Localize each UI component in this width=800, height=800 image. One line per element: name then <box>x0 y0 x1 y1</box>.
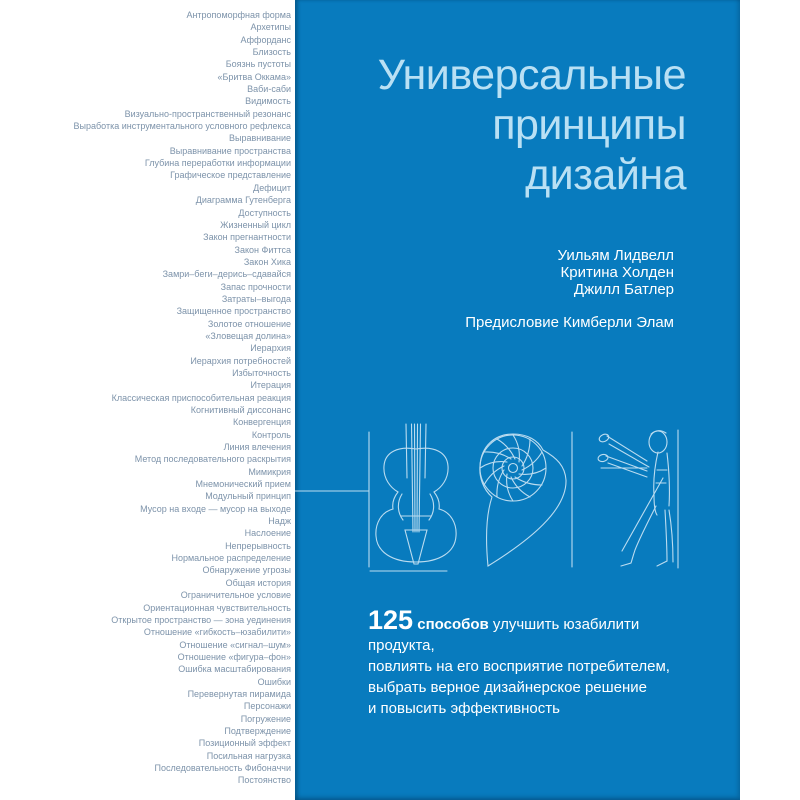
term-list-item: Защищенное пространство <box>176 306 291 317</box>
term-list-item: Контроль <box>251 429 291 440</box>
term-list-item: Классическая приспособительная реакция <box>111 392 291 403</box>
term-list-item: Закон Хика <box>243 256 291 267</box>
term-list-item: Метод последовательного раскрытия <box>134 454 291 465</box>
term-list-item: Видимость <box>245 96 291 107</box>
vitruvian-man-illustration <box>597 430 678 568</box>
term-list-item: Избыточность <box>232 367 291 378</box>
term-list-item: Иерархия потребностей <box>190 355 291 366</box>
violin-illustration <box>376 424 456 564</box>
term-list-item: Аффорданс <box>240 34 291 45</box>
nautilus-illustration <box>480 432 572 567</box>
tagline-bold-word: способов <box>417 616 489 633</box>
term-list-item: Обнаружение угрозы <box>202 565 291 576</box>
term-list-item: Перевернутая пирамида <box>187 688 291 699</box>
term-list-item: Ваби-саби <box>247 84 291 95</box>
tagline-line <box>368 605 708 656</box>
tagline-line: повлиять на его восприятие потребителем, <box>368 658 670 675</box>
term-list-item: Глубина переработки информации <box>144 158 291 169</box>
term-list-item: Надж <box>268 516 291 527</box>
term-list-item: Графическое представление <box>170 170 291 181</box>
term-list-item: Золотое отношение <box>207 318 291 329</box>
term-list-item: Близость <box>252 47 291 58</box>
term-list-item: Архетипы <box>250 22 291 33</box>
term-list-item: Антропоморфная форма <box>186 10 291 20</box>
design-principles-list <box>0 9 291 795</box>
term-list-item: Выравнивание <box>229 133 291 144</box>
term-list-item: Боязнь пустоты <box>225 59 291 70</box>
book-title-line: Универсальные <box>377 51 686 99</box>
preface-credit: Предисловие Кимберли Элам <box>465 314 674 331</box>
book-title-line: принципы <box>492 101 686 149</box>
term-list-item: Выравнивание пространства <box>169 145 291 156</box>
term-list-item: Наслоение <box>244 528 291 539</box>
term-list-item: Позиционный эффект <box>198 738 291 749</box>
term-list-item: «Бритва Оккама» <box>217 71 291 82</box>
cover-tagline <box>368 605 708 719</box>
tagline-number: 125 <box>368 605 414 635</box>
author-name: Критина Холден <box>560 264 674 281</box>
term-list-item: Модульный принцип <box>205 491 291 502</box>
term-list-item: Последовательность Фибоначчи <box>154 762 291 773</box>
term-list-item: Когнитивный диссонанс <box>190 405 291 415</box>
term-list-item: Линия влечения <box>223 442 291 453</box>
connector-line-icon <box>295 432 447 571</box>
book-cover <box>295 0 740 800</box>
term-list-item: Диаграмма Гутенберга <box>195 195 291 206</box>
term-list-item: Отношение «сигнал–шум» <box>179 639 291 650</box>
term-list-item: Ошибки <box>257 676 291 687</box>
term-list-item: Затраты–выгода <box>221 293 291 304</box>
term-list-item: Посильная нагрузка <box>206 750 291 761</box>
term-list-item: Замри–беги–дерись–сдавайся <box>162 269 291 280</box>
term-list-item: Постоянство <box>237 775 291 786</box>
term-list-item: Иерархия <box>250 343 291 354</box>
term-list-item: Ограничительное условие <box>180 590 291 601</box>
term-list-item: Мусор на входе — мусор на выходе <box>140 503 291 514</box>
term-list-item: Выработка инструментального условного рефлекса <box>73 121 291 132</box>
tagline-line: выбрать верное дизайнерское решение <box>368 679 648 696</box>
term-list-item: Непрерывность <box>225 540 291 551</box>
term-list-item: Ориентационная чувствительность <box>143 602 291 613</box>
term-list-item: Подтверждение <box>224 725 291 736</box>
author-name: Джилл Батлер <box>573 281 674 298</box>
term-list-item: Визуально-пространственный резонанс <box>124 108 291 119</box>
term-list-item: Открытое пространство — зона уединения <box>111 614 291 625</box>
term-list-item: Общая история <box>225 577 291 588</box>
term-list-item: Нормальное распределение <box>171 553 291 564</box>
term-list-item: Отношение «гибкость–юзабилити» <box>143 627 291 638</box>
term-list-item: Запас прочности <box>220 281 291 292</box>
tagline-text: улучшить юзабилити продукта, <box>368 616 640 654</box>
term-list-item: Персонажи <box>243 701 291 712</box>
book-title-line: дизайна <box>525 151 686 199</box>
term-list-item: Жизненный цикл <box>220 219 291 230</box>
term-list-item: Дефицит <box>253 182 291 193</box>
tagline-line: и повысить эффективность <box>368 700 560 717</box>
term-list-item: Отношение «фигура–фон» <box>177 651 291 662</box>
term-list-item: Итерация <box>250 380 291 391</box>
author-name: Уильям Лидвелл <box>557 247 674 264</box>
term-list-item: Закон прегнантности <box>203 232 291 243</box>
term-list-item: Доступность <box>238 207 291 218</box>
term-list-item: Ошибка масштабирования <box>178 664 291 675</box>
term-list-item: Мимикрия <box>248 466 291 477</box>
term-list-item: «Зловещая долина» <box>205 330 291 341</box>
term-list-item: Мнемонический прием <box>195 479 291 490</box>
term-list-item: Закон Фиттса <box>234 244 291 255</box>
term-list-item: Конвергенция <box>232 417 291 428</box>
term-list-item: Погружение <box>240 713 291 724</box>
